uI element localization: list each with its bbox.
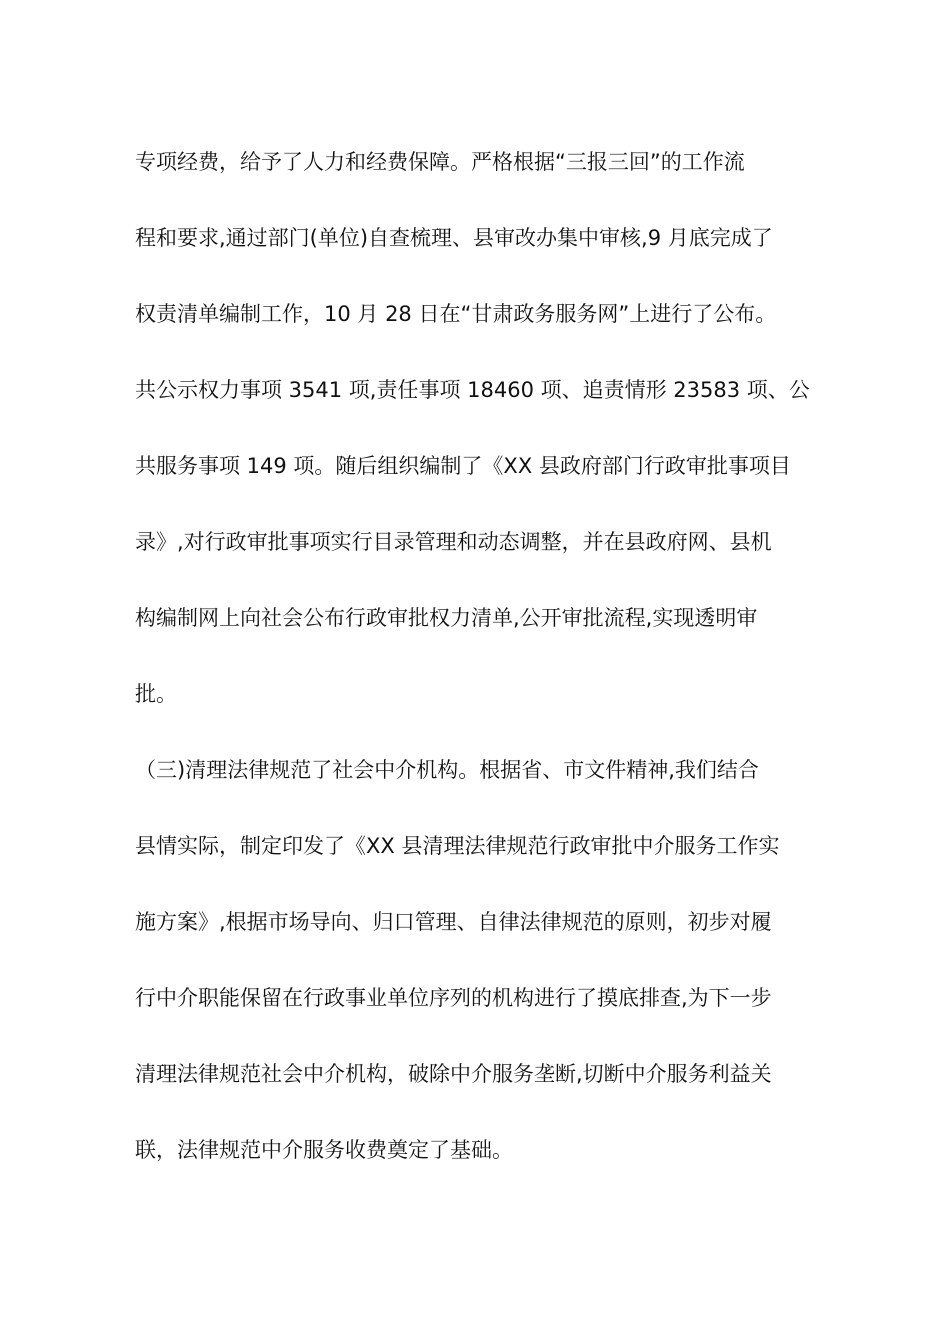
text-line: 县情实际，制定印发了《XX 县清理法律规范行政审批中介服务工作实 [135, 834, 780, 858]
text-line: 权责清单编制工作，10 月 28 日在“甘肃政务服务网”上进行了公布。 [135, 302, 777, 326]
text-line: 专项经费，给予了人力和经费保障。严格根据“三报三回”的工作流 [135, 150, 745, 174]
text-line: 批。 [135, 682, 177, 706]
body-text [135, 143, 825, 1207]
text-line: 录》,对行政审批事项实行目录管理和动态调整，并在县政府网、县机 [135, 530, 772, 554]
text-line: 共服务事项 149 项。随后组织编制了《XX 县政府部门行政审批事项目 [135, 454, 791, 478]
section-heading-line: （三)清理法律规范了社会中介机构。根据省、市文件精神,我们结合 [135, 758, 759, 782]
text-line: 构编制网上向社会公布行政审批权力清单,公开审批流程,实现透明审 [135, 606, 758, 630]
text-line: 联，法律规范中介服务收费奠定了基础。 [135, 1138, 513, 1162]
text-line: 清理法律规范社会中介机构，破除中介服务垄断,切断中介服务利益关 [135, 1062, 772, 1086]
text-line: 行中介职能保留在行政事业单位序列的机构进行了摸底排查,为下一步 [135, 986, 772, 1010]
text-line: 施方案》,根据市场导向、归口管理、自律法律规范的原则，初步对履 [135, 910, 772, 934]
text-line: 共公示权力事项 3541 项,责任事项 18460 项、追责情形 23583 项、公 [135, 378, 810, 402]
text-line: 程和要求,通过部门(单位)自查梳理、县审改办集中审核,9 月底完成了 [135, 226, 773, 250]
